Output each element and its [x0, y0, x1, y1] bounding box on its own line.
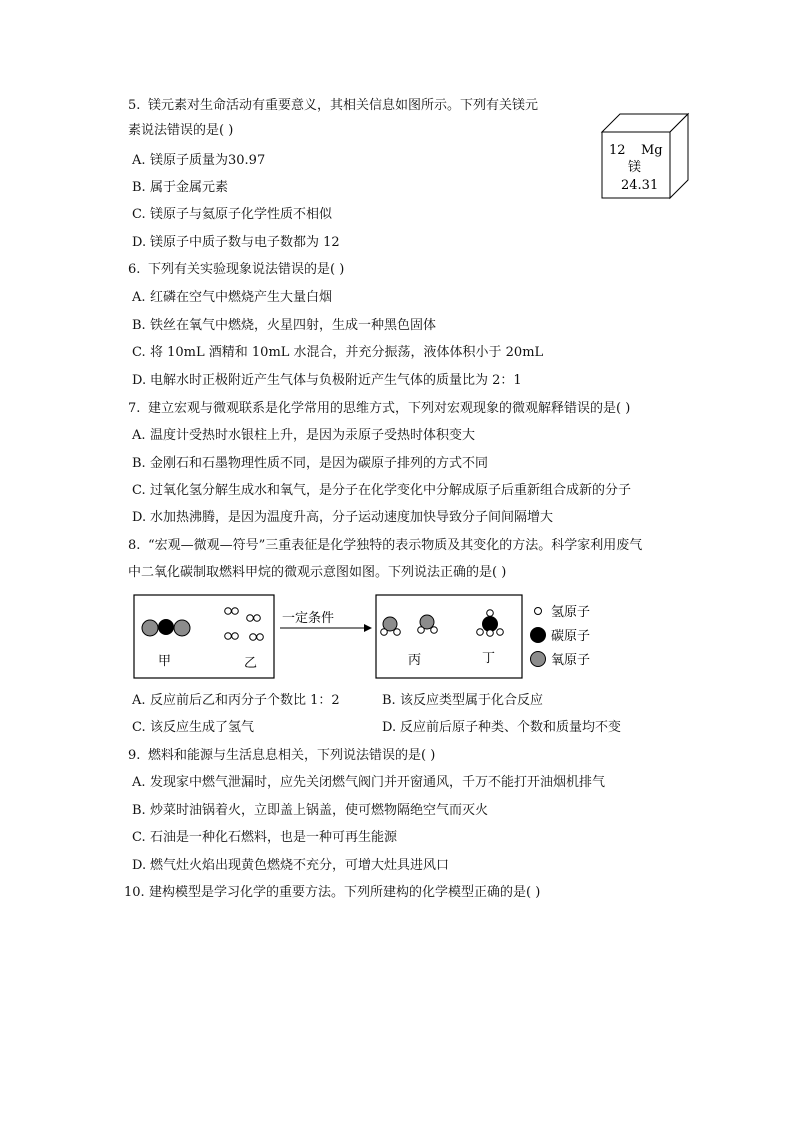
q5-stem-line1: [128, 97, 538, 115]
q10-stem: 10. 建构模型是学习化学的重要方法。下列所建构的化学模型正确的是( ): [124, 885, 541, 900]
q6-option-d[interactable]: D. 电解水时正极附近产生气体与负极附近产生气体的质量比为 2：1: [132, 373, 522, 388]
products-box: [376, 595, 522, 678]
q5-option-b[interactable]: B. 属于金属元素: [132, 180, 229, 195]
legend-carbon: 碳原子: [551, 629, 591, 644]
q8-option-c[interactable]: C. 该反应生成了氢气: [132, 720, 255, 735]
carbon-legend-icon: [530, 627, 546, 643]
q7-option-a[interactable]: A. 温度计受热时水银柱上升，是因为汞原子受热时体积变大: [132, 428, 476, 443]
arrow-label: 一定条件: [282, 611, 335, 626]
q8-option-a[interactable]: A. 反应前后乙和丙分子个数比 1：2: [132, 693, 340, 708]
legend-oxygen: 氧原子: [551, 653, 591, 668]
q7-stem: 7. 建立宏观与微观联系是化学常用的思维方式，下列对宏观现象的微观解释错误的是( ): [128, 401, 631, 416]
q8-option-b[interactable]: B. 该反应类型属于化合反应: [382, 693, 544, 708]
q9-option-c[interactable]: C. 石油是一种化石燃料，也是一种可再生能源: [132, 830, 398, 845]
label-yi: 乙: [244, 656, 258, 671]
q5-option-c[interactable]: C. 镁原子与氦原子化学性质不相似: [132, 207, 333, 222]
q5-stem-line2: 素说法错误的是( ): [128, 123, 234, 138]
q8-option-d[interactable]: D. 反应前后原子种类、个数和质量均不变: [382, 720, 622, 735]
element-name: 镁: [628, 160, 642, 175]
legend: [530, 605, 590, 668]
element-symbol: Mg: [641, 143, 663, 158]
q9-option-a[interactable]: A. 发现家中燃气泄漏时，应先关闭燃气阀门并开窗通风，千万不能打开油烟机排气: [132, 775, 606, 790]
q5-option-d[interactable]: D. 镁原子中质子数与电子数都为 12: [132, 235, 340, 250]
hydrogen-legend-icon: [535, 608, 542, 615]
carbon-atom: [158, 619, 174, 635]
q6-stem: 6. 下列有关实验现象说法错误的是( ): [128, 262, 345, 277]
q7-option-b[interactable]: B. 金刚石和石墨物理性质不同，是因为碳原子排列的方式不同: [132, 456, 489, 471]
oxygen-legend-icon: [531, 652, 546, 667]
oxygen-atom: [142, 620, 158, 636]
q6-option-c[interactable]: C. 将 10mL 酒精和 10mL 水混合，并充分振荡，液体体积小于 20mL: [132, 345, 544, 360]
magnesium-element-card: [600, 112, 692, 204]
q9-stem: 9. 燃料和能源与生活息息相关，下列说法错误的是( ): [128, 748, 436, 763]
q9-option-d[interactable]: D. 燃气灶火焰出现黄色燃烧不充分，可增大灶具进风口: [132, 858, 450, 873]
legend-hydrogen: 氢原子: [551, 605, 591, 620]
atomic-mass: 24.31: [621, 178, 659, 193]
q7-option-c[interactable]: C. 过氧化氢分解生成水和氧气，是分子在化学变化中分解成原子后重新组合成新的分子: [132, 483, 632, 498]
q6-option-b[interactable]: B. 铁丝在氧气中燃烧，火星四射，生成一种黑色固体: [132, 318, 437, 333]
oxygen-atom: [174, 620, 190, 636]
q6-option-a[interactable]: A. 红磷在空气中燃烧产生大量白烟: [132, 290, 333, 305]
q7-option-d[interactable]: D. 水加热沸腾，是因为温度升高，分子运动速度加快导致分子间间隔增大: [132, 510, 554, 525]
label-jia: 甲: [158, 654, 172, 669]
arrow-head-icon: [364, 624, 372, 632]
atomic-number: 12: [609, 143, 626, 158]
q5-option-a[interactable]: A. 镁原子质量为30.97: [132, 153, 266, 168]
label-ding: 丁: [482, 651, 496, 666]
label-bing: 丙: [408, 653, 422, 668]
reaction-diagram: [132, 590, 632, 682]
co2-molecule: [142, 619, 190, 636]
q9-option-b[interactable]: B. 炒菜时油锅着火，立即盖上锅盖，使可燃物隔绝空气而灭火: [132, 803, 489, 818]
q8-stem-line2: 中二氧化碳制取燃料甲烷的微观示意图如图。下列说法正确的是( ): [128, 565, 507, 580]
q5-number: 5.: [128, 98, 141, 113]
q5-stem-text: 镁元素对生命活动有重要意义，其相关信息如图所示。下列有关镁元: [148, 98, 539, 113]
q8-stem-line1: 8. “宏观—微观—符号”三重表征是化学独特的表示物质及其变化的方法。科学家利用废气: [128, 538, 643, 553]
